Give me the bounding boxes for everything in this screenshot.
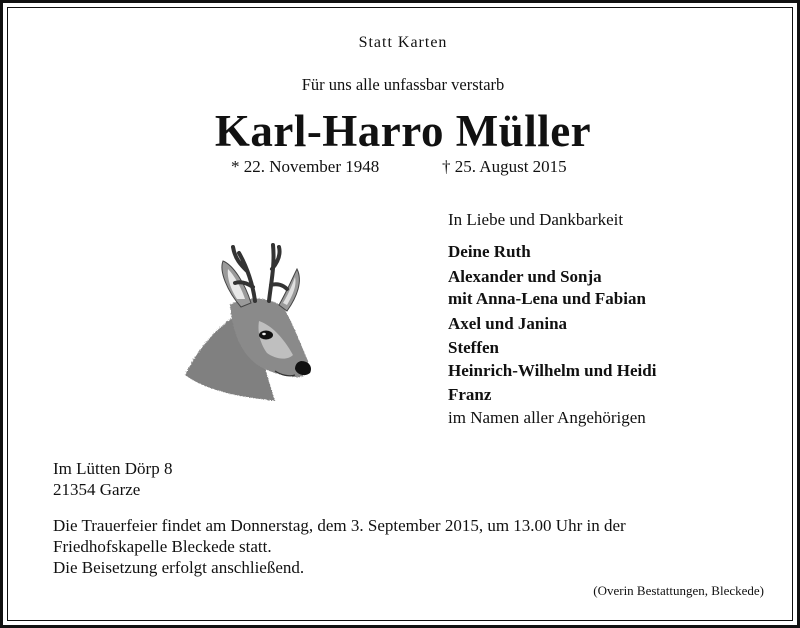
mourner-line: Heinrich-Wilhelm und Heidi [448,361,657,380]
intro-text: Für uns alle unfassbar verstarb [301,75,505,94]
address-street: Im Lütten Dörp 8 [53,459,173,478]
deceased-name: Karl-Harro Müller [214,106,592,156]
service-line: Die Trauerfeier findet am Donnerstag, dem 3. September 2015, um 13.00 Uhr in der [53,516,626,535]
service-line: Die Beisetzung erfolgt anschließend. [53,558,305,577]
address-city: 21354 Garze [53,480,141,499]
mourners-greeting: In Liebe und Dankbarkeit [448,210,624,229]
mourner-line: mit Anna-Lena und Fabian [448,288,646,308]
mourners-list [448,209,656,429]
mourner-line: Axel und Janina [448,314,568,333]
mourner-line: Alexander und Sonja [448,267,602,286]
mourners-closing: im Namen aller Angehörigen [448,408,646,427]
statt-karten-heading: Statt Karten [358,34,448,51]
mourner-line: Franz [448,384,492,404]
roe-deer-icon [175,225,335,415]
service-line: Friedhofskapelle Bleckede statt. [53,537,272,556]
address-block [53,458,172,500]
mourner-line: Deine Ruth [448,241,531,261]
death-date: † 25. August 2015 [442,157,567,176]
service-info [53,515,626,578]
birth-date: * 22. November 1948 [231,157,380,176]
mourner-line: Steffen [448,337,499,357]
undertaker-credit: (Overin Bestattungen, Bleckede) [593,583,764,598]
